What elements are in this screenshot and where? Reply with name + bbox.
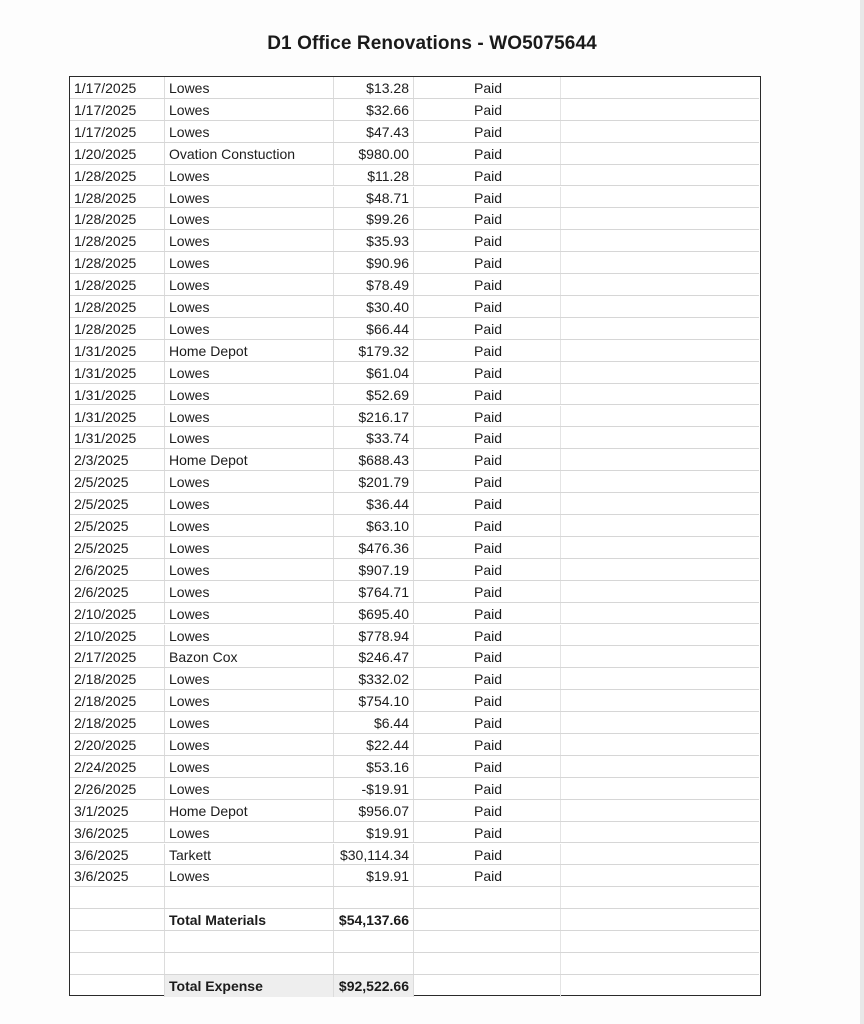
table-row	[70, 318, 759, 340]
vendor-cell: Lowes	[165, 778, 334, 799]
status-cell: Paid	[414, 406, 561, 427]
empty-cell	[561, 318, 759, 339]
amount-cell: $13.28	[334, 77, 414, 98]
table-row	[70, 427, 759, 449]
amount-cell: $201.79	[334, 471, 414, 492]
empty-cell	[561, 800, 759, 821]
vendor-cell: Lowes	[165, 668, 334, 689]
vendor-cell: Lowes	[165, 559, 334, 580]
vendor-cell: Lowes	[165, 362, 334, 383]
empty-cell	[165, 953, 334, 974]
empty-cell	[414, 887, 561, 908]
status-cell: Paid	[414, 449, 561, 470]
amount-cell: $695.40	[334, 603, 414, 624]
date-cell: 2/5/2025	[70, 515, 165, 536]
vendor-cell: Lowes	[165, 274, 334, 295]
status-cell: Paid	[414, 646, 561, 667]
empty-cell	[561, 77, 759, 98]
vendor-cell: Lowes	[165, 734, 334, 755]
empty-cell	[414, 975, 561, 997]
empty-cell	[561, 427, 759, 448]
table-row	[70, 340, 759, 362]
date-cell: 2/5/2025	[70, 493, 165, 514]
table-row	[70, 844, 759, 866]
date-cell: 1/28/2025	[70, 230, 165, 251]
date-cell: 1/28/2025	[70, 165, 165, 186]
table-row	[70, 274, 759, 296]
status-cell: Paid	[414, 778, 561, 799]
table-row	[70, 756, 759, 778]
vendor-cell: Lowes	[165, 296, 334, 317]
status-cell: Paid	[414, 756, 561, 777]
vendor-cell: Lowes	[165, 603, 334, 624]
empty-cell	[334, 887, 414, 908]
blank-row	[70, 931, 759, 953]
empty-cell	[414, 953, 561, 974]
table-row	[70, 712, 759, 734]
empty-cell	[414, 931, 561, 952]
date-cell: 3/1/2025	[70, 800, 165, 821]
empty-cell	[334, 953, 414, 974]
amount-cell: $22.44	[334, 734, 414, 755]
empty-cell	[561, 340, 759, 361]
table-row	[70, 603, 759, 625]
table-row	[70, 165, 759, 187]
table-row	[70, 800, 759, 822]
status-cell: Paid	[414, 493, 561, 514]
empty-cell	[561, 165, 759, 186]
table-row	[70, 778, 759, 800]
date-cell: 2/26/2025	[70, 778, 165, 799]
status-cell: Paid	[414, 99, 561, 120]
total-expense-row	[70, 975, 759, 997]
empty-cell	[561, 975, 759, 997]
date-cell: 2/17/2025	[70, 646, 165, 667]
amount-cell: $90.96	[334, 252, 414, 273]
date-cell: 3/6/2025	[70, 822, 165, 843]
table-row	[70, 537, 759, 559]
total-materials-label: Total Materials	[165, 909, 334, 930]
status-cell: Paid	[414, 427, 561, 448]
vendor-cell: Lowes	[165, 581, 334, 602]
status-cell: Paid	[414, 603, 561, 624]
status-cell: Paid	[414, 296, 561, 317]
status-cell: Paid	[414, 690, 561, 711]
empty-cell	[561, 931, 759, 952]
vendor-cell: Bazon Cox	[165, 646, 334, 667]
empty-cell	[561, 274, 759, 295]
amount-cell: $980.00	[334, 143, 414, 164]
status-cell: Paid	[414, 822, 561, 843]
empty-cell	[561, 646, 759, 667]
table-row	[70, 187, 759, 209]
empty-cell	[561, 690, 759, 711]
table-row	[70, 384, 759, 406]
empty-cell	[561, 471, 759, 492]
date-cell: 2/20/2025	[70, 734, 165, 755]
vendor-cell: Home Depot	[165, 340, 334, 361]
table-row	[70, 625, 759, 647]
date-cell: 1/28/2025	[70, 318, 165, 339]
vendor-cell: Lowes	[165, 493, 334, 514]
status-cell: Paid	[414, 515, 561, 536]
amount-cell: $36.44	[334, 493, 414, 514]
table-row	[70, 208, 759, 230]
table-row	[70, 77, 759, 99]
status-cell: Paid	[414, 252, 561, 273]
date-cell: 2/24/2025	[70, 756, 165, 777]
vendor-cell: Home Depot	[165, 449, 334, 470]
status-cell: Paid	[414, 537, 561, 558]
page-title: D1 Office Renovations - WO5075644	[267, 33, 597, 54]
date-cell: 1/31/2025	[70, 362, 165, 383]
amount-cell: $35.93	[334, 230, 414, 251]
vendor-cell: Lowes	[165, 208, 334, 229]
empty-cell	[561, 515, 759, 536]
date-cell: 1/31/2025	[70, 384, 165, 405]
empty-cell	[334, 931, 414, 952]
vendor-cell: Tarkett	[165, 844, 334, 865]
total-materials-row	[70, 909, 759, 931]
table-row	[70, 559, 759, 581]
empty-cell	[561, 625, 759, 646]
amount-cell: $476.36	[334, 537, 414, 558]
status-cell: Paid	[414, 143, 561, 164]
table-row	[70, 121, 759, 143]
amount-cell: $53.16	[334, 756, 414, 777]
amount-cell: $48.71	[334, 187, 414, 208]
table-row	[70, 252, 759, 274]
vendor-cell: Lowes	[165, 252, 334, 273]
amount-cell: $778.94	[334, 625, 414, 646]
empty-cell	[561, 208, 759, 229]
empty-cell	[70, 931, 165, 952]
date-cell: 2/18/2025	[70, 690, 165, 711]
date-cell: 1/28/2025	[70, 208, 165, 229]
vendor-cell: Lowes	[165, 690, 334, 711]
vendor-cell: Lowes	[165, 121, 334, 142]
table-row	[70, 406, 759, 428]
status-cell: Paid	[414, 340, 561, 361]
amount-cell: $66.44	[334, 318, 414, 339]
total-expense-label: Total Expense	[165, 975, 334, 997]
vendor-cell: Lowes	[165, 471, 334, 492]
amount-cell: $179.32	[334, 340, 414, 361]
date-cell: 1/17/2025	[70, 99, 165, 120]
vendor-cell: Lowes	[165, 756, 334, 777]
empty-cell	[165, 887, 334, 908]
empty-cell	[561, 230, 759, 251]
date-cell: 2/10/2025	[70, 625, 165, 646]
empty-cell	[561, 362, 759, 383]
date-cell: 2/10/2025	[70, 603, 165, 624]
vendor-cell: Lowes	[165, 230, 334, 251]
date-cell: 3/6/2025	[70, 844, 165, 865]
amount-cell: $63.10	[334, 515, 414, 536]
amount-cell: $764.71	[334, 581, 414, 602]
status-cell: Paid	[414, 384, 561, 405]
amount-cell: $332.02	[334, 668, 414, 689]
status-cell: Paid	[414, 274, 561, 295]
empty-cell	[561, 734, 759, 755]
table-row	[70, 865, 759, 887]
empty-cell	[414, 909, 561, 930]
date-cell: 1/20/2025	[70, 143, 165, 164]
vendor-cell: Lowes	[165, 515, 334, 536]
amount-cell: $246.47	[334, 646, 414, 667]
status-cell: Paid	[414, 77, 561, 98]
date-cell: 1/28/2025	[70, 187, 165, 208]
empty-cell	[561, 143, 759, 164]
vendor-cell: Lowes	[165, 99, 334, 120]
empty-cell	[561, 296, 759, 317]
amount-cell: $688.43	[334, 449, 414, 470]
vendor-cell: Lowes	[165, 384, 334, 405]
empty-cell	[561, 121, 759, 142]
blank-row	[70, 953, 759, 975]
vendor-cell: Ovation Constuction	[165, 143, 334, 164]
vendor-cell: Lowes	[165, 822, 334, 843]
status-cell: Paid	[414, 165, 561, 186]
amount-cell: $30.40	[334, 296, 414, 317]
vendor-cell: Lowes	[165, 318, 334, 339]
amount-cell: $11.28	[334, 165, 414, 186]
status-cell: Paid	[414, 208, 561, 229]
page-edge	[860, 0, 864, 1024]
date-cell: 2/18/2025	[70, 668, 165, 689]
status-cell: Paid	[414, 734, 561, 755]
empty-cell	[561, 887, 759, 908]
amount-cell: $6.44	[334, 712, 414, 733]
date-cell: 2/6/2025	[70, 559, 165, 580]
table-row	[70, 668, 759, 690]
date-cell: 1/17/2025	[70, 121, 165, 142]
empty-cell	[70, 909, 165, 930]
empty-cell	[561, 493, 759, 514]
empty-cell	[561, 406, 759, 427]
status-cell: Paid	[414, 471, 561, 492]
amount-cell: $19.91	[334, 865, 414, 886]
empty-cell	[70, 953, 165, 974]
amount-cell: $47.43	[334, 121, 414, 142]
empty-cell	[561, 865, 759, 886]
table-row	[70, 734, 759, 756]
status-cell: Paid	[414, 559, 561, 580]
status-cell: Paid	[414, 230, 561, 251]
table-row	[70, 449, 759, 471]
empty-cell	[561, 252, 759, 273]
amount-cell: $99.26	[334, 208, 414, 229]
total-expense-value: $92,522.66	[334, 975, 414, 997]
blank-row	[70, 887, 759, 909]
status-cell: Paid	[414, 625, 561, 646]
amount-cell: $32.66	[334, 99, 414, 120]
status-cell: Paid	[414, 121, 561, 142]
empty-cell	[561, 712, 759, 733]
status-cell: Paid	[414, 318, 561, 339]
table-row	[70, 646, 759, 668]
empty-cell	[70, 975, 165, 997]
date-cell: 2/5/2025	[70, 537, 165, 558]
date-cell: 2/18/2025	[70, 712, 165, 733]
empty-cell	[561, 778, 759, 799]
status-cell: Paid	[414, 362, 561, 383]
vendor-cell: Lowes	[165, 865, 334, 886]
date-cell: 2/5/2025	[70, 471, 165, 492]
empty-cell	[561, 603, 759, 624]
amount-cell: $30,114.34	[334, 844, 414, 865]
table-row	[70, 515, 759, 537]
vendor-cell: Lowes	[165, 406, 334, 427]
table-row	[70, 362, 759, 384]
status-cell: Paid	[414, 844, 561, 865]
vendor-cell: Lowes	[165, 187, 334, 208]
empty-cell	[561, 99, 759, 120]
amount-cell: $52.69	[334, 384, 414, 405]
empty-cell	[561, 668, 759, 689]
empty-cell	[561, 537, 759, 558]
vendor-cell: Lowes	[165, 712, 334, 733]
date-cell: 1/17/2025	[70, 77, 165, 98]
empty-cell	[561, 822, 759, 843]
date-cell: 3/6/2025	[70, 865, 165, 886]
table-row	[70, 822, 759, 844]
empty-cell	[561, 844, 759, 865]
vendor-cell: Lowes	[165, 165, 334, 186]
empty-cell	[70, 887, 165, 908]
amount-cell: -$19.91	[334, 778, 414, 799]
amount-cell: $19.91	[334, 822, 414, 843]
status-cell: Paid	[414, 712, 561, 733]
date-cell: 1/28/2025	[70, 274, 165, 295]
table-row	[70, 493, 759, 515]
amount-cell: $61.04	[334, 362, 414, 383]
status-cell: Paid	[414, 800, 561, 821]
amount-cell: $754.10	[334, 690, 414, 711]
date-cell: 1/31/2025	[70, 427, 165, 448]
status-cell: Paid	[414, 581, 561, 602]
date-cell: 1/28/2025	[70, 252, 165, 273]
empty-cell	[561, 953, 759, 974]
empty-cell	[561, 756, 759, 777]
vendor-cell: Lowes	[165, 427, 334, 448]
vendor-cell: Lowes	[165, 77, 334, 98]
empty-cell	[561, 449, 759, 470]
status-cell: Paid	[414, 187, 561, 208]
table-row	[70, 471, 759, 493]
amount-cell: $216.17	[334, 406, 414, 427]
table-row	[70, 230, 759, 252]
expense-table	[69, 76, 761, 996]
empty-cell	[561, 559, 759, 580]
vendor-cell: Home Depot	[165, 800, 334, 821]
table-row	[70, 690, 759, 712]
amount-cell: $78.49	[334, 274, 414, 295]
amount-cell: $956.07	[334, 800, 414, 821]
date-cell: 2/6/2025	[70, 581, 165, 602]
amount-cell: $33.74	[334, 427, 414, 448]
table-row	[70, 143, 759, 165]
status-cell: Paid	[414, 865, 561, 886]
empty-cell	[561, 187, 759, 208]
date-cell: 1/28/2025	[70, 296, 165, 317]
table-row	[70, 296, 759, 318]
amount-cell: $907.19	[334, 559, 414, 580]
table-row	[70, 99, 759, 121]
date-cell: 2/3/2025	[70, 449, 165, 470]
empty-cell	[561, 581, 759, 602]
table-row	[70, 581, 759, 603]
date-cell: 1/31/2025	[70, 340, 165, 361]
empty-cell	[561, 909, 759, 930]
empty-cell	[165, 931, 334, 952]
vendor-cell: Lowes	[165, 537, 334, 558]
total-materials-value: $54,137.66	[334, 909, 414, 930]
status-cell: Paid	[414, 668, 561, 689]
empty-cell	[561, 384, 759, 405]
date-cell: 1/31/2025	[70, 406, 165, 427]
vendor-cell: Lowes	[165, 625, 334, 646]
